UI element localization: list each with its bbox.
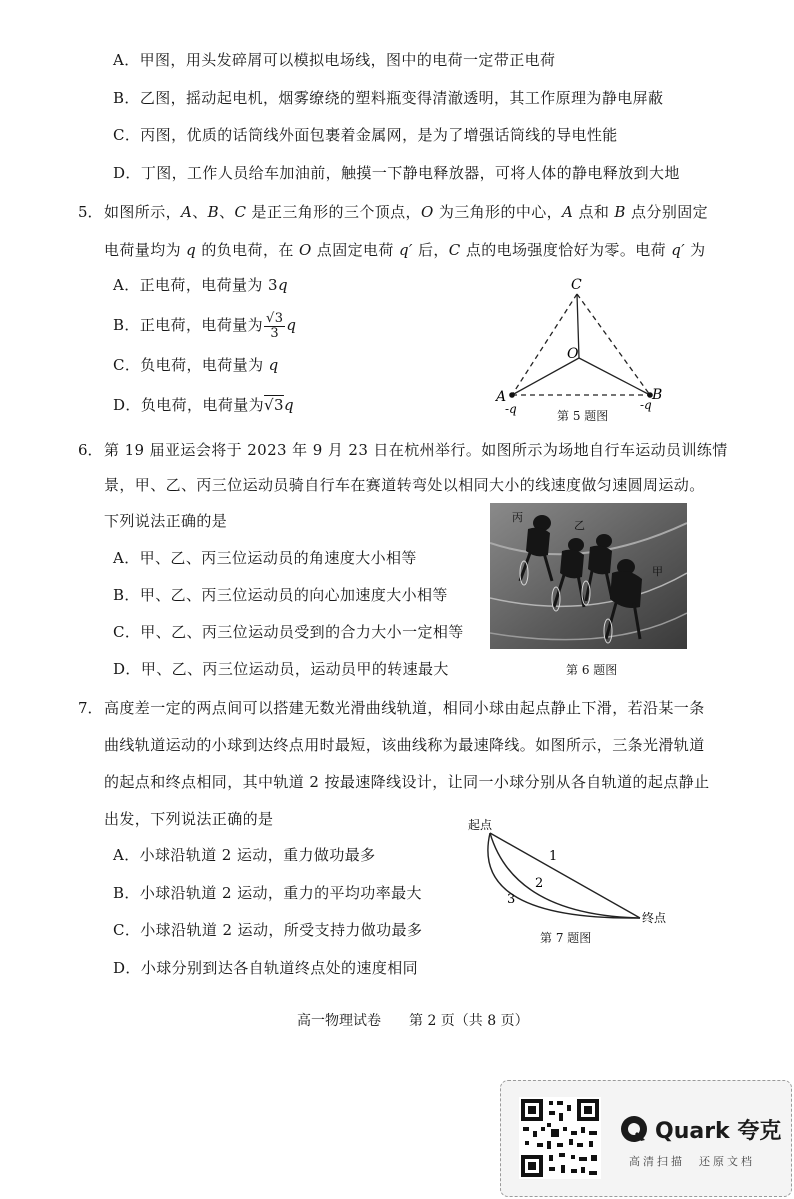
triangle-side-cb [577,294,650,395]
q7-option-b: B．小球沿轨道 2 运动，重力的平均功率最大 [113,884,422,902]
label-start-point: 起点 [468,818,493,832]
q5-stem-line2: 电荷量均为 q 的负电荷，在 O 点固定电荷 q′ 后，C 点的电场强度恰好为零。电荷 q′ 为 [104,241,706,259]
quark-tagline: 高清扫描 还原文档 [629,1155,755,1168]
label-c: C [571,277,582,293]
quark-brand-text: Quark 夸克 [655,1118,782,1144]
q6-number: 6． [78,441,103,459]
label-charge-a: -q [505,402,517,416]
quark-logo-icon [619,1114,649,1144]
label-track-2: 2 [535,876,544,891]
cyclists-illustration [490,503,687,649]
qr-code-icon [519,1097,601,1179]
q6-stem-line2: 景，甲、乙、丙三位运动员骑自行车在赛道转弯处以相同大小的线速度做匀速圆周运动。 [104,476,705,494]
label-track-3: 3 [507,892,516,907]
charge-a-dot [509,392,515,398]
q5-option-b: B．正电荷，电荷量为 $\frac{√3}{3}$ q [113,310,297,341]
q7-option-a: A．小球沿轨道 2 运动，重力做功最多 [113,846,376,864]
label-end-point: 终点 [642,911,667,925]
label-a: A [496,389,507,405]
photo-label-bing: 丙 [512,511,523,524]
q6-stem-line3: 下列说法正确的是 [104,512,228,530]
photo-label-yi: 乙 [574,519,585,532]
q6-option-d: D．甲、乙、丙三位运动员，运动员甲的转速最大 [113,660,449,678]
q7-tracks-figure [462,815,702,935]
quark-logo [619,1114,781,1144]
q5-option-a: A．正电荷，电荷量为 3q [113,276,288,294]
q7-figure-caption: 第 7 题图 [540,931,592,945]
segment-oa [512,358,579,395]
q7-stem-line3: 的起点和终点相同，其中轨道 2 按最速降线设计，让同一小球分别从各自轨道的起点静止 [104,773,710,791]
q5-option-c: C．负电荷，电荷量为 q [113,356,279,374]
label-track-1: 1 [549,849,558,864]
q6-figure-caption: 第 6 题图 [566,663,618,677]
photo-label-jia: 甲 [652,565,663,578]
q7-stem-line1: 高度差一定的两点间可以搭建无数光滑曲线轨道，相同小球由起点静止下滑，若沿某一条 [104,699,705,717]
q5-stem-line1: 如图所示，A、B、C 是正三角形的三个顶点，O 为三角形的中心，A 点和 B 点分别固定 [104,203,709,221]
q6-option-b: B．甲、乙、丙三位运动员的向心加速度大小相等 [113,586,448,604]
q5-figure-caption: 第 5 题图 [557,409,609,423]
q5-triangle-figure [490,270,670,430]
quark-watermark [500,1080,792,1197]
q6-option-c: C．甲、乙、丙三位运动员受到的合力大小一定相等 [113,623,464,641]
q7-stem-line2: 曲线轨道运动的小球到达终点用时最短，该曲线称为最速降线。如图所示，三条光滑轨道 [104,736,705,754]
label-o: O [567,346,579,362]
q6-cyclists-photo [490,503,687,649]
q7-stem-line4: 出发，下列说法正确的是 [104,810,274,828]
page-footer: 高一物理试卷 第 2 页（共 8 页） [297,1013,529,1029]
triangle-side-ca [512,294,577,395]
q7-option-c: C．小球沿轨道 2 运动，所受支持力做功最多 [113,921,423,939]
q5-option-d: D．负电荷，电荷量为√3q [113,396,294,414]
q7-option-d: D．小球分别到达各自轨道终点处的速度相同 [113,959,419,977]
q7-number: 7． [78,699,103,717]
q4-option-a: A．甲图，用头发碎屑可以模拟电场线，图中的电荷一定带正电荷 [113,51,556,69]
q6-stem-line1: 第 19 届亚运会将于 2023 年 9 月 23 日在杭州举行。如图所示为场地自行车运动员训练情 [104,441,728,459]
q4-option-d: D．丁图，工作人员给车加油前，触摸一下静电释放器，可将人体的静电释放到大地 [113,164,680,182]
q4-option-b: B．乙图，摇动起电机，烟雾缭绕的塑料瓶变得清澈透明，其工作原理为静电屏蔽 [113,89,664,107]
q6-option-a: A．甲、乙、丙三位运动员的角速度大小相等 [113,549,417,567]
q4-option-c: C．丙图，优质的话筒线外面包裹着金属网，是为了增强话筒线的导电性能 [113,126,618,144]
label-b: B [652,387,663,403]
segment-ob [579,358,650,395]
label-charge-b: -q [640,398,652,412]
q5-number: 5． [78,203,103,221]
